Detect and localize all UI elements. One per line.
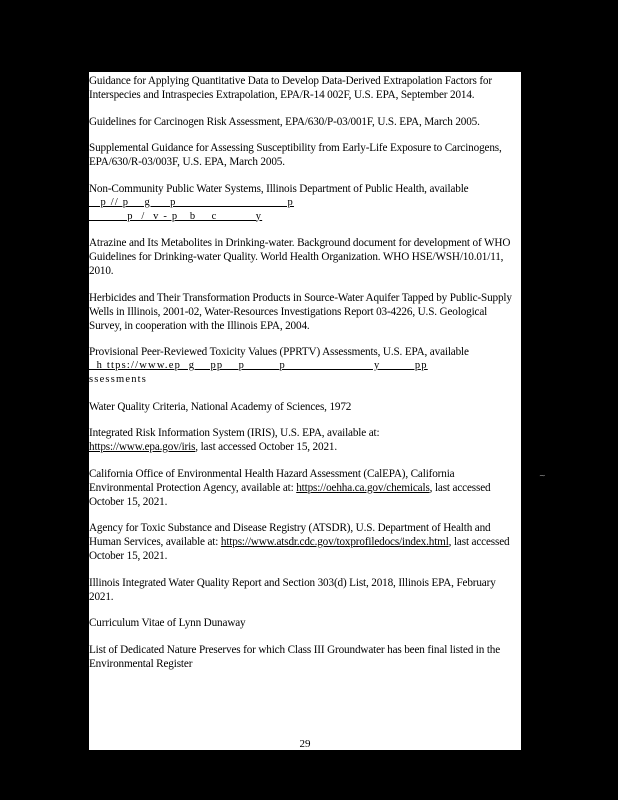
reference-item: Integrated Risk Information System (IRIS), U.S. EPA, available at: https://www.epa.gov/iris, last accessed October 15, 2021. — [89, 427, 380, 453]
reference-item: Curriculum Vitae of Lynn Dunaway — [89, 617, 246, 629]
iris-link[interactable]: https://www.epa.gov/iris — [89, 441, 196, 453]
reference-item: Illinois Integrated Water Quality Report and Section 303(d) List, 2018, Illinois EPA, February 2021. — [89, 576, 496, 603]
reference-item: Guidelines for Carcinogen Risk Assessment, EPA/630/P-03/001F, U.S. EPA, March 2005. — [89, 115, 480, 128]
reference-list — [89, 74, 521, 683]
garbled-link-line[interactable]: p / v - p b c y — [89, 210, 263, 222]
garbled-text-line: ssessments — [89, 374, 148, 385]
reference-item: Water Quality Criteria, National Academy of Sciences, 1972 — [89, 400, 352, 413]
reference-item: Herbicides and Their Transformation Products in Source-Water Aquifer Tapped by Public-Supply Wells in Illinois, 2001-02, Water-Resources Investigations Report 03-4226, U.S. Geological Survey, in cooperation with the Illinois EPA, 2004. — [89, 291, 512, 332]
document-page — [89, 72, 521, 750]
reference-item: Supplemental Guidance for Assessing Susceptibility from Early-Life Exposure to Carcinogens, EPA/630/R-03/003F, U.S. EPA, March 2005. — [89, 142, 502, 168]
reference-item: Guidance for Applying Quantitative Data to Develop Data-Derived Extrapolation Factors for Interspecies and Intraspecies Extrapolation, EPA/R-14 002F, U.S. EPA, September 2014. — [89, 75, 492, 101]
garbled-link-line[interactable]: h ttps://www.ep g pp p p y pp — [89, 360, 428, 371]
reference-item: Agency for Toxic Substance and Disease Registry (ATSDR), U.S. Department of Health and Human Services, available at: https://www.atsdr.cdc.gov/toxprofiledocs/index.html, last accessed October 15, 2021. — [89, 522, 510, 562]
reference-item: List of Dedicated Nature Preserves for which Class III Groundwater has been final listed in the Environmental Register — [89, 643, 501, 670]
reference-item: Non-Community Public Water Systems, Illinois Department of Public Health, available p // p g p p p / v - p b c y — [89, 182, 521, 224]
reference-item: Atrazine and Its Metabolites in Drinking-water. Background document for development of WHO Guidelines for Drinking-water Quality. World Health Organization. WHO HSE/WSH/10.01/11, 2010. — [89, 237, 511, 277]
reference-item: Provisional Peer-Reviewed Toxicity Values (PPRTV) Assessments, U.S. EPA, available h ttps://www.ep g pp p p y pp ssessments — [89, 345, 521, 387]
reference-item: California Office of Environmental Health Hazard Assessment (CalEPA), California Environmental Protection Agency, available at: https://oehha.ca.gov/chemicals, last accessed October 15, 2021. — [89, 467, 491, 508]
page-number: 29 — [299, 738, 311, 750]
atsdr-link[interactable]: https://www.atsdr.cdc.gov/toxprofiledocs/index.html — [220, 536, 449, 548]
oehha-link[interactable]: https://oehha.ca.gov/chemicals — [296, 481, 430, 494]
garbled-link-line[interactable]: p // p g p p — [89, 196, 294, 208]
stray-mark: ~ — [539, 471, 546, 480]
